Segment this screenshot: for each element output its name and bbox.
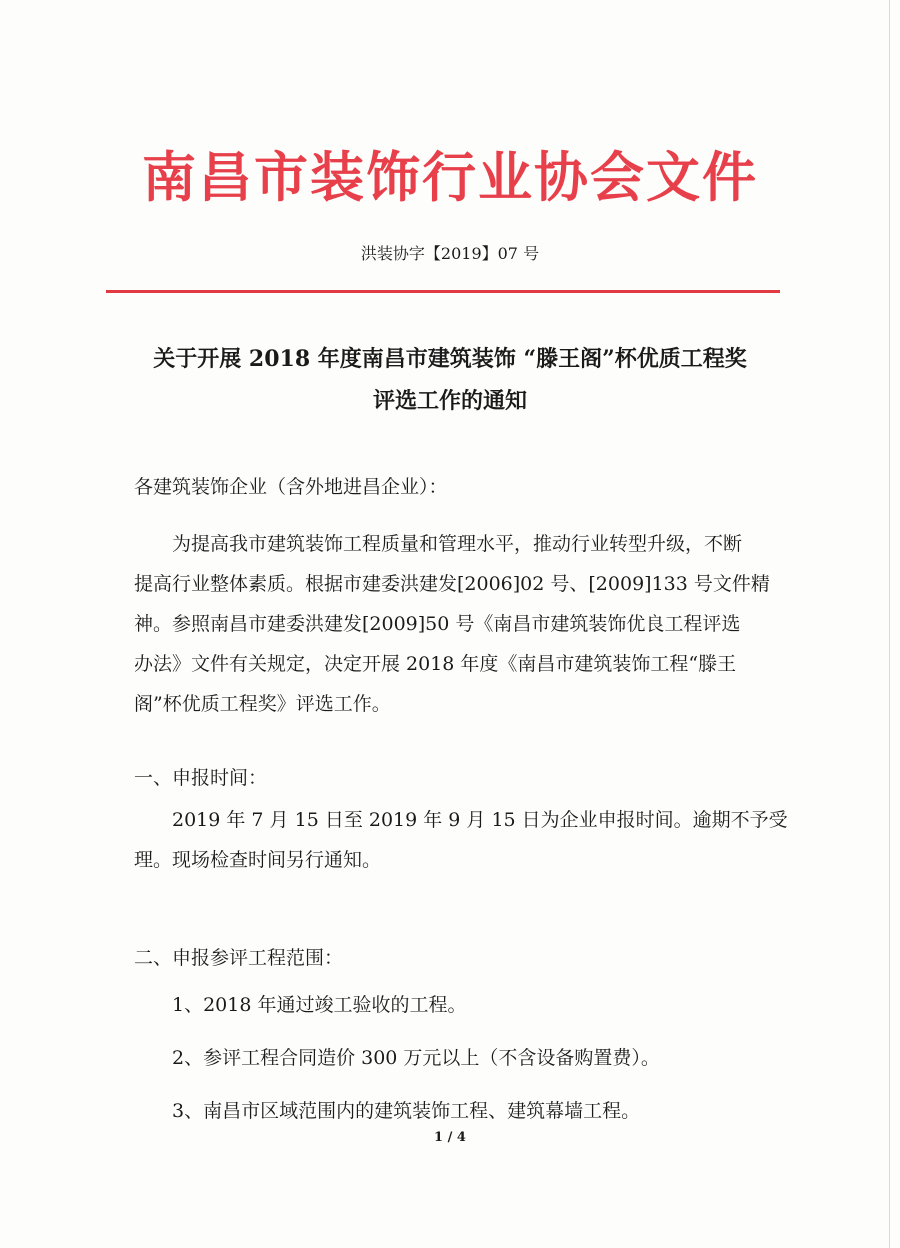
intro-line: 阁”杯优质工程奖》评选工作。	[134, 693, 391, 715]
intro-line: 为提高我市建筑装饰工程质量和管理水平，推动行业转型升级，不断	[172, 533, 743, 555]
document-number: 洪装协字【2019】07 号	[360, 244, 540, 263]
list-item: 3、南昌市区域范围内的建筑装饰工程、建筑幕墙工程。	[172, 1100, 641, 1122]
section-2-heading: 二、申报参评工程范围：	[134, 947, 344, 969]
section-1-heading: 一、申报时间：	[134, 767, 268, 789]
intro-paragraph	[134, 524, 770, 724]
page-number: 1 / 4	[434, 1130, 466, 1145]
masthead-title: 南昌市装饰行业协会文件	[142, 146, 758, 209]
section-1-body	[134, 800, 788, 880]
list-item: 2、参评工程合同造价 300 万元以上（不含设备购置费）。	[172, 1047, 660, 1069]
addressee: 各建筑装饰企业（含外地进昌企业）：	[134, 476, 448, 498]
section-1-line: 理。现场检查时间另行通知。	[134, 849, 382, 871]
intro-line: 提高行业整体素质。根据市建委洪建发[2006]02 号、[2009]133 号文件精	[134, 573, 770, 595]
intro-line: 办法》文件有关规定，决定开展 2018 年度《南昌市建筑装饰工程“滕王	[134, 653, 737, 675]
section-1-line: 2019 年 7 月 15 日至 2019 年 9 月 15 日为企业申报时间。逾期不予受	[172, 809, 788, 831]
list-item: 1、2018 年通过竣工验收的工程。	[172, 994, 467, 1016]
notice-title-line-1: 关于开展 2018 年度南昌市建筑装饰 “滕王阁”杯优质工程奖	[153, 346, 747, 372]
intro-line: 神。参照南昌市建委洪建发[2009]50 号《南昌市建筑装饰优良工程评选	[134, 613, 741, 635]
section-2-list	[172, 985, 660, 1144]
notice-title	[0, 338, 900, 422]
notice-title-line-2: 评选工作的通知	[372, 388, 527, 414]
red-divider-line	[106, 290, 780, 293]
